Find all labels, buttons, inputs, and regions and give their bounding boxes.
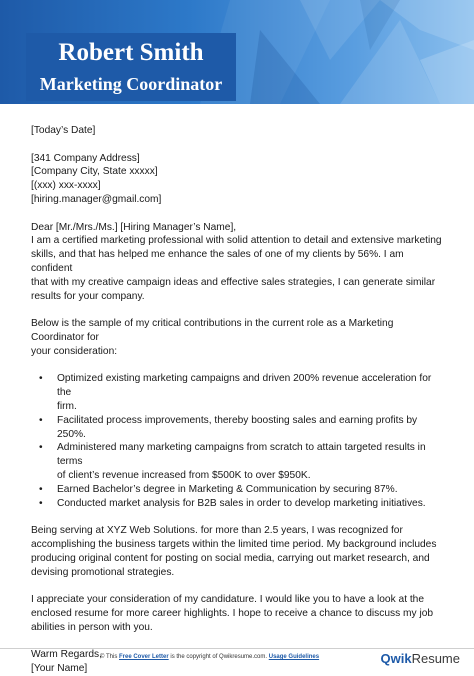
closing-line: abilities in person with you.	[31, 621, 153, 633]
usage-guidelines-link[interactable]: Usage Guidelines	[268, 654, 320, 660]
intro-line: that with my creative campaign ideas and effective sales strategies, I can generate similar	[31, 276, 436, 288]
contributions-list	[31, 372, 447, 510]
intro-line: I am a certified marketing professional with solid attention to detail and extensive marketing	[31, 235, 442, 247]
list-item	[31, 414, 447, 442]
list-item	[31, 483, 447, 497]
intro-line: skills, and that has helped me enhance the sales of one of my clients by 56%. I am confident	[31, 249, 404, 274]
copyright-middle: is the copyright of Qwikresume.com.	[170, 654, 268, 660]
closing-line: enclosed resume for more career highlights. I hope to receive a chance to discuss my job	[31, 607, 434, 619]
experience-line: devising promotional strategies.	[31, 566, 175, 578]
bullet-line: Earned Bachelor’s degree in Marketing & Communication by securing 87%.	[57, 483, 398, 495]
experience-line: Being serving at XYZ Web Solutions. for more than 2.5 years, I was recognized for	[31, 525, 403, 537]
signature-name: [Your Name]	[31, 663, 88, 675]
address-line: [hiring.manager@gmail.com]	[31, 193, 162, 205]
bullet-dot-icon: •	[39, 373, 43, 385]
page-footer	[0, 648, 474, 671]
name-box	[26, 33, 236, 101]
bullet-line: of client’s revenue increased from $500K to over $950K.	[57, 469, 311, 481]
intro-line: results for your company.	[31, 290, 145, 302]
copyright-notice	[100, 654, 319, 660]
letter-body	[31, 124, 447, 676]
bullet-line: Administered many marketing campaigns from scratch to attain targeted results in terms	[57, 442, 426, 468]
bullet-line: Conducted market analysis for B2B sales in order to develop marketing initiatives.	[57, 497, 426, 509]
bullet-line: firm.	[57, 400, 77, 412]
job-title: Marketing Coordinator	[39, 74, 223, 94]
applicant-name: Robert Smith	[58, 39, 204, 66]
address-line: [(xxx) xxx-xxxx]	[31, 180, 101, 192]
bullet-dot-icon: •	[39, 483, 43, 495]
list-item	[31, 372, 447, 413]
address-line: [Company City, State xxxxx]	[31, 166, 158, 178]
contributions-line: your consideration:	[31, 345, 118, 357]
bullet-line: Facilitated process improvements, thereby boosting sales and earning profits by 250%.	[57, 414, 418, 440]
copyright-prefix: © This	[100, 654, 118, 660]
experience-line: accomplishing the business targets within the limited time period. My background includes	[31, 538, 437, 550]
free-cover-letter-link[interactable]: Free Cover Letter	[119, 654, 169, 660]
bullet-dot-icon: •	[39, 442, 43, 454]
salutation: Dear [Mr./Mrs./Ms.] [Hiring Manager’s Name],	[31, 221, 237, 233]
brand-qwik: Qwik	[380, 651, 412, 666]
list-item	[31, 497, 447, 511]
experience-line: producing original content for posting on social media, carrying out market research, and	[31, 552, 430, 564]
bullet-dot-icon: •	[39, 414, 43, 426]
qwikresume-logo[interactable]	[381, 651, 461, 666]
brand-resume: Resume	[411, 651, 460, 666]
bullet-line: Optimized existing marketing campaigns and driven 200% revenue acceleration for the	[57, 373, 432, 399]
closing-line: I appreciate your consideration of my candidature. I would like you to have a look at the	[31, 594, 425, 606]
address-line: [341 Company Address]	[31, 152, 140, 164]
list-item	[31, 441, 447, 482]
letter-date: [Today’s Date]	[31, 125, 96, 136]
contributions-line: Below is the sample of my critical contributions in the current role as a Marketing Coordinator for	[31, 318, 394, 343]
header-banner	[0, 0, 474, 104]
signoff: Warm Regards,	[31, 649, 102, 661]
bullet-dot-icon: •	[39, 497, 43, 509]
